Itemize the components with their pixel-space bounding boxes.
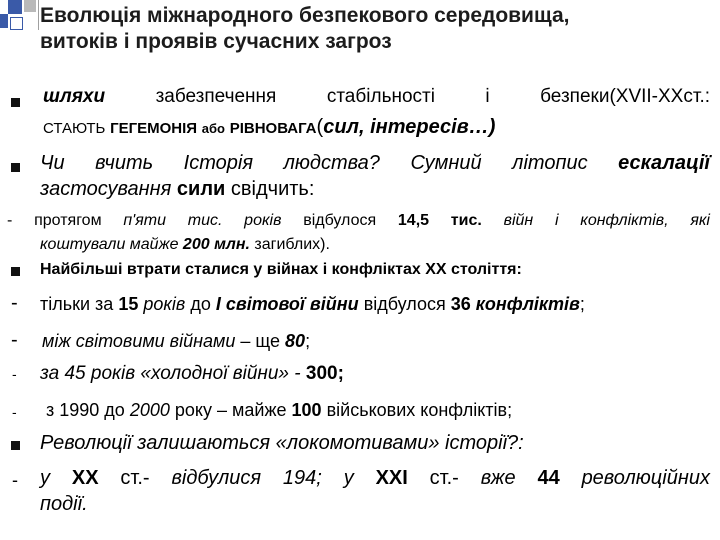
text-span: СТАЮТЬ: [43, 120, 106, 137]
text-span: між світовими війнами: [42, 331, 236, 351]
text-span: з 1990 до: [46, 400, 125, 420]
text-span: 100: [291, 400, 322, 420]
text-span: ХХІ: [375, 467, 408, 489]
dash-3-text: [42, 331, 310, 352]
text-span: 44: [537, 467, 560, 489]
text-span: свідчить:: [230, 178, 315, 200]
text-span: ;: [305, 331, 311, 351]
text-span: 194: [282, 467, 317, 489]
text-span: 80: [285, 331, 306, 351]
text-span: за 45 років «холодної війни» -: [40, 363, 301, 384]
title-line-1: Еволюція міжнародного безпекового середовища,: [40, 4, 570, 27]
text-span: застосування: [40, 178, 172, 200]
dash-marker: -: [12, 404, 17, 420]
text-span: коштували майже: [40, 236, 179, 253]
bullet-2-line-1: [40, 152, 710, 175]
text-span: ;: [579, 294, 585, 314]
text-span: військових конфліктів;: [326, 400, 513, 420]
bullet-2-line-2: [40, 178, 314, 201]
bullet-1-line-2: [43, 116, 495, 139]
text-span: тільки за: [40, 294, 114, 314]
dash-marker: -: [11, 292, 18, 314]
dash-1-line-1: [7, 212, 710, 230]
text-span: 14,5 тис.: [397, 212, 482, 229]
vertical-rule: [38, 0, 39, 30]
text-span: років: [143, 294, 186, 314]
text-span: 300;: [305, 363, 344, 384]
text-span: 15: [118, 294, 139, 314]
dash-marker: -: [12, 366, 17, 382]
bullet-square: [11, 441, 20, 450]
text-span: або: [201, 121, 225, 136]
dash-marker: -: [12, 470, 18, 490]
text-span: сил, інтересів…): [323, 116, 496, 138]
text-span: – ще: [240, 331, 281, 351]
dash-1-line-2: [40, 236, 330, 254]
text-span: забезпечення стабільності і безпеки(XVII-ХХст.:: [155, 86, 710, 107]
text-span: 36: [450, 294, 471, 314]
text-span: ; у: [316, 467, 354, 489]
text-span: ХХ: [71, 467, 99, 489]
bullet-square: [11, 267, 20, 276]
text-span: війн і конфліктів,: [503, 212, 669, 229]
text-span: Чи вчить Історія людства? Сумний літопис: [40, 152, 588, 174]
bullet-square: [11, 98, 20, 107]
bullet-1-line-1: [43, 86, 710, 108]
deco-square-blue: [0, 14, 8, 28]
text-span: ст.-: [429, 467, 459, 489]
text-span: у: [40, 467, 50, 489]
text-span: до: [190, 294, 211, 314]
text-span: сили: [176, 178, 226, 200]
text-span: (: [316, 116, 324, 138]
text-span: відбулося: [303, 212, 377, 229]
page-title: [40, 3, 710, 55]
text-span: ГЕГЕМОНІЯ: [110, 120, 198, 137]
bullet-square: [11, 163, 20, 172]
text-span: ескалації: [618, 152, 710, 174]
dash-marker: -: [11, 329, 18, 351]
text-span: року – майже: [174, 400, 287, 420]
text-span: 2000: [129, 400, 170, 420]
text-span: ст.-: [120, 467, 150, 489]
dash-5-text: [46, 400, 512, 421]
deco-square-gray: [24, 0, 36, 12]
title-line-2: витоків і проявів сучасних загроз: [40, 30, 392, 53]
dash-6-line-1: [40, 467, 710, 490]
text-span: загиблих).: [254, 236, 330, 253]
text-span: І світової війни: [215, 294, 359, 314]
text-span: які: [690, 212, 710, 229]
deco-square-blue: [8, 0, 22, 14]
text-span: 200 млн.: [182, 236, 250, 253]
bullet-3-text: Найбільші втрати сталися у війнах і конфліктах ХХ століття:: [40, 261, 522, 278]
text-span: шляхи: [43, 86, 106, 107]
dash-6-line-2: події.: [40, 493, 88, 515]
text-span: п'яти тис. років: [123, 212, 282, 229]
dash-4-text: [40, 363, 344, 385]
text-span: конфліктів: [475, 294, 580, 314]
bullet-4-text: Революції залишаються «локомотивами» історії?:: [40, 432, 524, 454]
text-span: РІВНОВАГА: [229, 120, 317, 137]
deco-square-outline: [10, 17, 23, 30]
text-span: - протягом: [7, 212, 102, 229]
text-span: відбулося: [363, 294, 446, 314]
text-span: революційних: [581, 467, 710, 489]
dash-2-text: [40, 294, 585, 315]
text-span: відбулися: [171, 467, 262, 489]
text-span: вже: [480, 467, 516, 489]
